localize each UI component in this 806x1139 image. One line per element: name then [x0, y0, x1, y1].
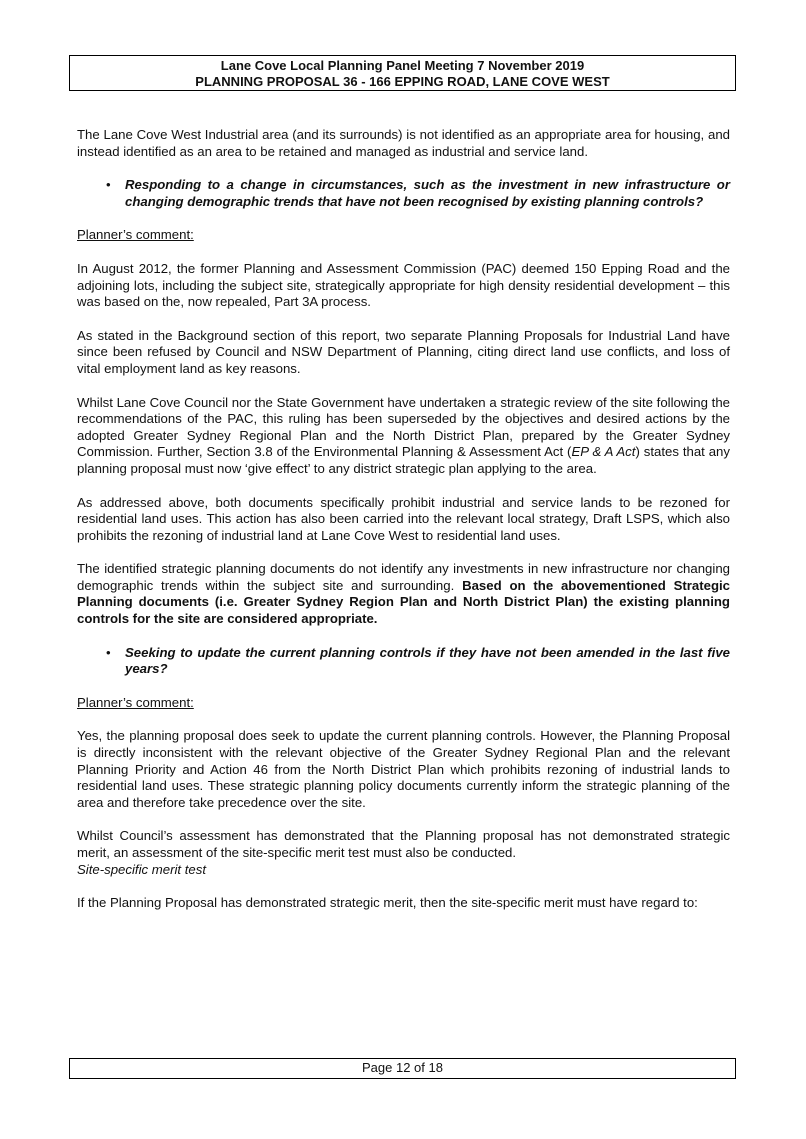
paragraph-rezoning-prohibited: As addressed above, both documents specifically prohibit industrial and service lands to be rezoned for residential land uses. This action has also been carried into the relevant local strategy, Draft LSPS, which also prohibits the rezoning of industrial land at Lane Cove West to residential land uses.	[77, 494, 730, 543]
bullet-icon: •	[106, 177, 111, 193]
subheading-site-specific-merit: Site-specific merit test	[77, 861, 206, 877]
paragraph-industrial-area: The Lane Cove West Industrial area (and its surrounds) is not identified as an appropriate area for housing, and instead identified as an area to be retained and managed as industrial and service land.	[77, 127, 730, 159]
header-proposal-title: PLANNING PROPOSAL 36 - 166 EPPING ROAD, LANE COVE WEST	[195, 74, 610, 89]
paragraph-conclusion: The identified strategic planning documents do not identify any investments in new infrastructure nor changing demographic trends within the subject site and surrounding. Based on the abovementioned Strategic Planning documents (i.e. Greater Sydney Region Plan and North District Plan) the existing planning controls for the site are considered appropriate.	[77, 561, 730, 627]
conclusion-bold: Based on the abovementioned Strategic Planning documents (i.e. Greater Sydney Region Plan and North District Plan) the existing planning controls for the site are considered appropriate.	[77, 577, 730, 627]
planners-comment-heading: Planner’s comment:	[77, 227, 194, 243]
bullet-icon: •	[106, 644, 111, 660]
page-header	[69, 55, 736, 91]
paragraph-strategic-review: Whilst Lane Cove Council nor the State Government have undertaken a strategic review of the site following the recommendations of the PAC, this ruling has been superseded by the objectives and desired actions by the adopted Greater Sydney Regional Plan and the North District Plan, prepared by the Greater Sydney Commission. Further, Section 3.8 of the Environmental Planning & Assessment Act (EP & A Act) states that any planning proposal must now ‘give effect’ to any district strategic plan applying to the area.	[77, 394, 730, 476]
paragraph-assessment: Whilst Council’s assessment has demonstrated that the Planning proposal has not demonstrated strategic merit, an assessment of the site-specific merit test must also be conducted.	[77, 828, 730, 860]
document-body	[77, 127, 730, 929]
ep-a-act-abbr: EP & A Act	[571, 444, 636, 460]
bullet-update-controls	[77, 645, 730, 678]
planners-comment-heading: Planner’s comment:	[77, 694, 194, 710]
header-meeting-title: Lane Cove Local Planning Panel Meeting 7 November 2019	[220, 58, 585, 73]
paragraph-background-refusals: As stated in the Background section of this report, two separate Planning Proposals for Industrial Land have since been refused by Council and NSW Department of Planning, citing direct land use conflicts, and loss of vital employment land as key reasons.	[77, 327, 730, 376]
bullet-text: Seeking to update the current planning controls if they have not been amended in the last five years?	[125, 644, 730, 677]
page-number: Page 12 of 18	[362, 1060, 443, 1075]
bullet-text: Responding to a change in circumstances, such as the investment in new infrastructure or changing demographic trends that have not been recognised by existing planning controls?	[125, 177, 730, 209]
paragraph-pac-2012: In August 2012, the former Planning and Assessment Commission (PAC) deemed 150 Epping Road and the adjoining lots, including the subject site, strategically appropriate for high density residential development – this was based on the, now repealed, Part 3A process.	[77, 260, 730, 310]
paragraph-site-specific-regard: If the Planning Proposal has demonstrated strategic merit, then the site-specific merit must have regard to:	[77, 895, 698, 911]
bullet-change-in-circumstances	[77, 177, 730, 210]
page-footer	[69, 1058, 736, 1079]
paragraph-inconsistency: Yes, the planning proposal does seek to update the current planning controls. However, the Planning Proposal is directly inconsistent with the relevant objective of the Greater Sydney Regional Plan and the relevant Planning Priority and Action 46 from the North District Plan which prohibits rezoning of industrial lands to residential land uses. These strategic planning policy documents currently inform the strategic planning of the area and therefore take precedence over the site.	[77, 728, 730, 810]
